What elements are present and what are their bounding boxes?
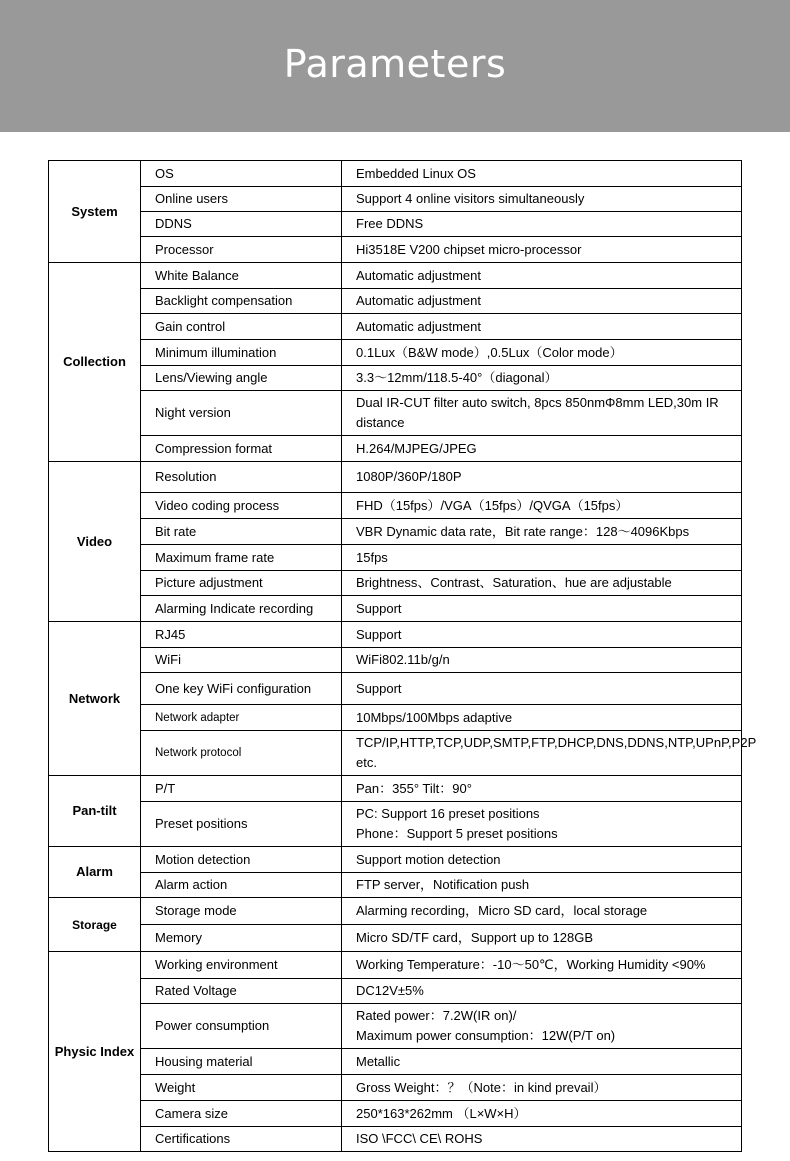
parameter-value <box>342 1049 742 1075</box>
parameter-value <box>342 391 742 436</box>
parameter-value <box>342 596 742 622</box>
category-label: Video <box>49 462 141 622</box>
value-line: Pan：355° Tilt：90° <box>356 780 472 796</box>
parameter-value <box>342 802 742 847</box>
parameter-name: Compression format <box>141 436 342 462</box>
parameter-value <box>342 545 742 571</box>
value-line: Free DDNS <box>356 216 424 231</box>
parameter-name: Network adapter <box>141 705 342 731</box>
parameter-value <box>342 289 742 314</box>
value-line: ISO \FCC\ CE\ ROHS <box>356 1131 483 1146</box>
parameter-value <box>342 898 742 925</box>
value-line: Alarming recording，Micro SD card，local storage <box>356 903 648 918</box>
table-row <box>49 161 742 187</box>
value-line: Support motion detection <box>356 851 501 867</box>
parameter-value <box>342 731 757 776</box>
parameter-name: Minimum illumination <box>141 340 342 366</box>
category-label: Storage <box>49 898 141 952</box>
value-line: 10Mbps/100Mbps adaptive <box>356 709 513 725</box>
value-line: Dual IR-CUT filter auto switch, 8pcs 850nmΦ8mm LED,30m IR distance <box>356 395 719 430</box>
table-row <box>49 314 742 340</box>
table-row <box>49 436 742 462</box>
table-row <box>49 731 742 776</box>
table-row <box>49 622 742 648</box>
table-row <box>49 648 742 673</box>
table-row <box>49 519 742 545</box>
parameter-value <box>342 161 742 187</box>
page-title: Parameters <box>283 42 507 86</box>
table-row <box>49 462 742 493</box>
table-row <box>49 263 742 289</box>
parameter-name: Housing material <box>141 1049 342 1075</box>
parameter-value <box>342 314 742 340</box>
parameter-name: Camera size <box>141 1101 342 1127</box>
parameter-value <box>342 1127 742 1152</box>
parameter-value <box>342 705 742 731</box>
parameter-name: Rated Voltage <box>141 979 342 1004</box>
parameter-name: Alarming Indicate recording <box>141 596 342 622</box>
table-row <box>49 187 742 212</box>
value-line: Phone：Support 5 preset positions <box>356 826 558 841</box>
table-row <box>49 289 742 314</box>
value-line: Micro SD/TF card，Support up to 128GB <box>356 930 593 945</box>
table-row <box>49 1004 742 1049</box>
parameter-value <box>342 952 742 979</box>
parameter-name: Motion detection <box>141 847 342 873</box>
value-line: Hi3518E V200 chipset micro-processor <box>356 241 582 257</box>
parameter-value <box>342 979 742 1004</box>
parameter-value <box>342 340 742 366</box>
value-line: Metallic <box>356 1053 401 1069</box>
parameter-name: Gain control <box>141 314 342 340</box>
value-line: TCP/IP,HTTP,TCP,UDP,SMTP,FTP,DHCP,DNS,DDNS,NTP,UPnP,P2P etc. <box>356 735 757 770</box>
table-row <box>49 571 742 596</box>
category-label: Physic Index <box>49 952 141 1152</box>
value-line: Rated power：7.2W(IR on)/ <box>356 1008 517 1023</box>
parameter-name: Bit rate <box>141 519 342 545</box>
parameter-value <box>342 622 742 648</box>
category-label: Collection <box>49 263 141 462</box>
value-line: Support <box>356 680 402 696</box>
value-line: Support <box>356 600 402 616</box>
parameter-value <box>342 187 742 212</box>
value-line: DC12V±5% <box>356 983 424 998</box>
parameter-name: One key WiFi configuration <box>141 673 342 705</box>
table-row <box>49 898 742 925</box>
parameter-name: Working environment <box>141 952 342 979</box>
table-row <box>49 1075 742 1101</box>
parameter-value <box>342 436 742 462</box>
parameter-name: Preset positions <box>141 802 342 847</box>
table-row <box>49 952 742 979</box>
parameter-name: RJ45 <box>141 622 342 648</box>
parameter-name: Processor <box>141 237 342 263</box>
parameter-name: Weight <box>141 1075 342 1101</box>
parameter-value <box>342 263 742 289</box>
table-row <box>49 366 742 391</box>
parameter-name: Lens/Viewing angle <box>141 366 342 391</box>
parameter-name: Resolution <box>141 462 342 493</box>
parameter-name: Night version <box>141 391 342 436</box>
value-line: 250*163*262mm （L×W×H） <box>356 1105 527 1121</box>
value-line: FTP server，Notification push <box>356 877 530 892</box>
category-label: System <box>49 161 141 263</box>
table-row <box>49 1101 742 1127</box>
parameter-value <box>342 1101 742 1127</box>
value-line: VBR Dynamic data rate，Bit rate range：128～4096Kbps <box>356 523 690 539</box>
parameter-value <box>342 925 742 952</box>
value-line: Support 4 online visitors simultaneously <box>356 191 585 206</box>
value-line: Gross Weight：？（Note：in kind prevail） <box>356 1079 607 1095</box>
parameter-value <box>342 212 742 237</box>
parameter-name: Maximum frame rate <box>141 545 342 571</box>
category-label: Pan-tilt <box>49 776 141 847</box>
value-line: 1080P/360P/180P <box>356 469 462 484</box>
value-line: Maximum power consumption：12W(P/T on) <box>356 1028 616 1043</box>
table-row <box>49 596 742 622</box>
parameter-name: Power consumption <box>141 1004 342 1049</box>
parameter-value <box>342 673 742 705</box>
parameter-name: P/T <box>141 776 342 802</box>
value-line: Working Temperature：-10～50℃，Working Humidity <90% <box>356 957 706 972</box>
page-header <box>0 0 790 132</box>
parameter-value <box>342 873 742 898</box>
parameter-name: Alarm action <box>141 873 342 898</box>
value-line: 15fps <box>356 549 388 565</box>
parameter-value <box>342 776 742 802</box>
value-line: PC: Support 16 preset positions <box>356 806 540 821</box>
value-line: H.264/MJPEG/JPEG <box>356 440 477 456</box>
table-row <box>49 705 742 731</box>
value-line: Embedded Linux OS <box>356 165 476 181</box>
table-row <box>49 847 742 873</box>
value-line: Automatic adjustment <box>356 318 482 334</box>
table-row <box>49 340 742 366</box>
table-row <box>49 925 742 952</box>
table-row <box>49 673 742 705</box>
table-row <box>49 212 742 237</box>
parameter-value <box>342 493 742 519</box>
parameter-value <box>342 1004 742 1049</box>
table-row <box>49 979 742 1004</box>
parameter-name: Backlight compensation <box>141 289 342 314</box>
table-row <box>49 1127 742 1152</box>
category-label: Alarm <box>49 847 141 898</box>
parameter-value <box>342 366 742 391</box>
value-line: 0.1Lux（B&W mode）,0.5Lux（Color mode） <box>356 344 623 360</box>
parameter-name: DDNS <box>141 212 342 237</box>
table-row <box>49 391 742 436</box>
table-row <box>49 545 742 571</box>
value-line: Support <box>356 626 402 642</box>
value-line: 3.3～12mm/118.5-40°（diagonal） <box>356 370 558 385</box>
parameter-name: Network protocol <box>141 731 342 776</box>
parameter-name: WiFi <box>141 648 342 673</box>
parameter-name: Online users <box>141 187 342 212</box>
parameter-value <box>342 237 742 263</box>
table-row <box>49 873 742 898</box>
table-row <box>49 802 742 847</box>
value-line: Automatic adjustment <box>356 267 482 283</box>
parameter-value <box>342 519 742 545</box>
parameter-value <box>342 648 742 673</box>
parameter-value <box>342 571 742 596</box>
parameter-name: White Balance <box>141 263 342 289</box>
parameter-name: Picture adjustment <box>141 571 342 596</box>
value-line: Brightness、Contrast、Saturation、hue are adjustable <box>356 575 672 590</box>
category-label: Network <box>49 622 141 776</box>
parameter-name: Certifications <box>141 1127 342 1152</box>
table-row <box>49 776 742 802</box>
table-row <box>49 493 742 519</box>
parameter-value <box>342 847 742 873</box>
parameter-name: Storage mode <box>141 898 342 925</box>
table-row <box>49 237 742 263</box>
value-line: Automatic adjustment <box>356 293 482 308</box>
parameter-name: Memory <box>141 925 342 952</box>
parameter-name: OS <box>141 161 342 187</box>
parameter-value <box>342 462 742 493</box>
table-row <box>49 1049 742 1075</box>
value-line: WiFi802.11b/g/n <box>356 652 450 667</box>
parameters-table <box>48 160 757 1152</box>
parameter-value <box>342 1075 742 1101</box>
value-line: FHD（15fps）/VGA（15fps）/QVGA（15fps） <box>356 497 629 513</box>
parameter-name: Video coding process <box>141 493 342 519</box>
